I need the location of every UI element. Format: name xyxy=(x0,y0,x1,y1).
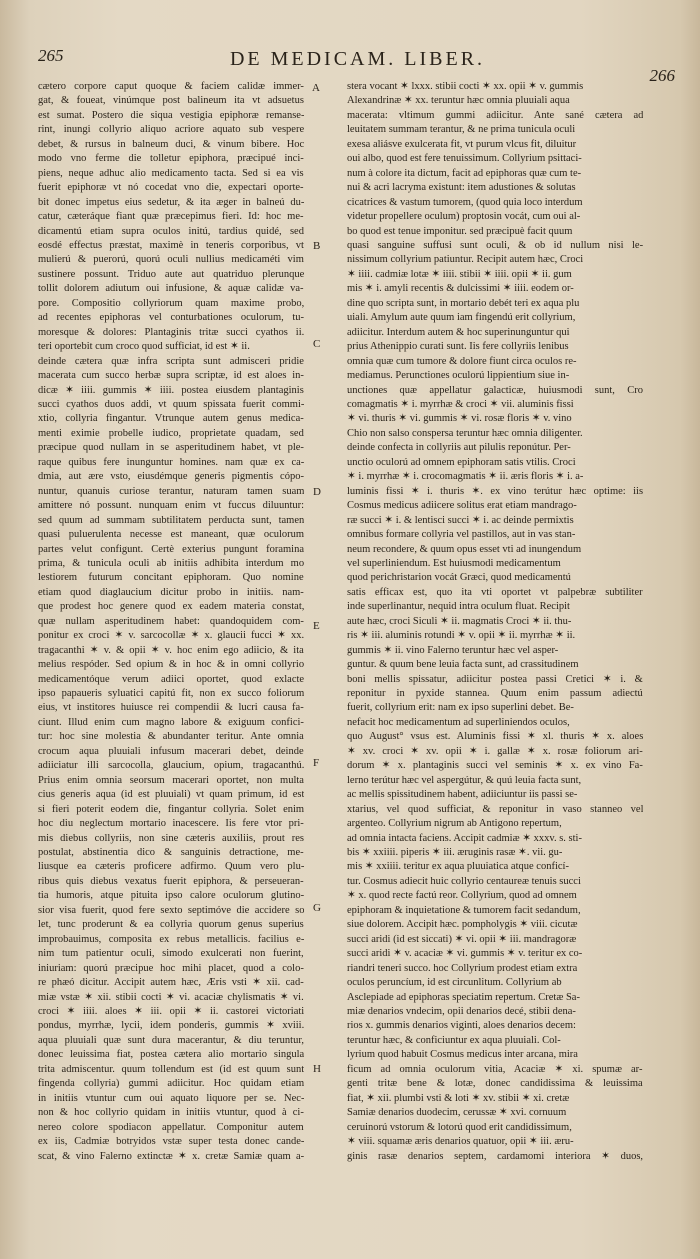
text-line: sed quum ad summam subtilitatem perducta sunt, tamen xyxy=(38,514,304,526)
text-line: oui albo, quod est fere tenuissimum. Collyrium psittaci- xyxy=(347,153,582,165)
text-line: nim tum patientur oculi, simodo exulcerati non fuerint, xyxy=(38,948,304,960)
margin-letter-c: C xyxy=(313,338,321,350)
text-line: bo quod est tenue imponitur. sed præcipuè facit quum xyxy=(347,225,573,237)
text-line: amittere nó possunt. nunquam enim vt fuccus diluuntur: xyxy=(38,500,304,512)
text-line: Asclepiade ad epiphoras speciatim repertum. Cretæ Sa- xyxy=(347,991,580,1003)
margin-letter-f: F xyxy=(313,757,320,769)
margin-letter-h: H xyxy=(313,1063,321,1075)
text-line: trita admiscentur. quum tollendum est (id est quum sunt xyxy=(38,1063,304,1075)
text-line: ficum ad omnia oculorum vitia, Acaciæ ✶ xi. spumæ ar- xyxy=(347,1063,643,1075)
text-line: re phæó dicitur. Accipit autem hæc, Æris vsti ✶ xii. cad- xyxy=(38,977,304,989)
text-line: macerata cum succo herbæ supra scriptæ, id est aloes in- xyxy=(38,370,304,382)
margin-letter-d: D xyxy=(313,486,321,498)
text-line: mediamus. Perunctiones oculorú lippientium siue in- xyxy=(347,370,570,382)
text-line: sustinere possunt. Triduo aute aut quatriduo plerunque xyxy=(38,268,304,280)
text-line: omnia quæ cum tumore & dolore fiunt circa oculos re- xyxy=(347,355,577,367)
text-line: iniuriam: quorú præcipue hoc mihi placet, quod a colo- xyxy=(38,962,304,974)
text-line: teruntur hæc, & conficiuntur ex aqua pluuiali. Col- xyxy=(347,1034,561,1046)
text-line: xtarius, vel quod sufficiat, & reponitur in vaso stanneo vel xyxy=(347,803,643,815)
text-line: dine quo scripta sunt, in mortario debét teri ex aqua plu xyxy=(347,297,580,309)
text-line: prima, & tunicula oculi ab initiis adhibita interdum mo xyxy=(38,557,304,569)
margin-letter-e: E xyxy=(313,620,320,632)
text-line: guntur. & quum bene leuia facta sunt, ad crassitudinem xyxy=(347,659,579,671)
text-line: Chio non salso conspersa teruntur hæc omnia diligenter. xyxy=(347,427,583,439)
text-line: luminis fissi ✶ i. thuris ✶. ex vino terútur hæc optime: iis xyxy=(347,485,643,497)
text-line: medicamentóque verum adiici oportet, quod exlacte xyxy=(38,673,304,685)
text-line: ✶ xv. croci ✶ xv. opii ✶ i. gallæ ✶ x. rosæ foliorum ari- xyxy=(347,745,643,757)
text-line: melius respóder. Sed opium & in hoc & in omni collyrio xyxy=(38,659,304,671)
text-line: tollit dolorem adiutum oui infusione, & aquæ calidæ va- xyxy=(38,283,304,295)
text-line: est sumat. Postero die siqua vestigia epiphoræ remanse- xyxy=(38,109,304,121)
text-line: oculos peruncíum, id est circunlitum. Collyrium ab xyxy=(347,977,562,989)
text-line: etiam quod diaglaucium dicitur probo in initiis. nam- xyxy=(38,586,304,598)
text-line: fuerit, collyrium erit: nam ex ipso superlini debet. Be- xyxy=(347,702,574,714)
text-line: gummis ✶ ii. vino Falerno teruntur hæc vel asper- xyxy=(347,644,559,656)
text-line: ribus quis diebus vexatus fuerit epiphora, & perseueran- xyxy=(38,875,304,887)
text-line: que prodest hoc genere quod ex eadem materia constat, xyxy=(38,601,304,613)
text-line: ✶ i. myrrhæ ✶ i. crocomagmatis ✶ ii. æris floris ✶ i. a- xyxy=(347,471,584,483)
text-line: dicamentú etiam supra oculos initú, tardius quidé, sed xyxy=(38,225,304,237)
margin-letter-a: A xyxy=(312,82,320,94)
text-line: rint, inungi collyrio aliquo acriore aquato sub vespere xyxy=(38,124,304,136)
text-line: comagmatis ✶ i. myrrhæ & croci ✶ vii. aluminis fissi xyxy=(347,398,574,410)
text-line: liusque ea cæteris proficere adfirmo. Quum vero plu- xyxy=(38,861,304,873)
text-line: miæ vstæ ✶ xii. stibii cocti ✶ vi. acaciæ chylismatis ✶ vi. xyxy=(38,991,304,1003)
text-line: debet, & rursus in balneum duci, & vinum bibere. Hoc xyxy=(38,138,304,150)
text-line: tia humoris, atque pituita ipso calore oculorum glutino- xyxy=(38,890,304,902)
text-line: ac mellis spissitudinem habent, adiiciuntur iis passi se- xyxy=(347,789,578,801)
text-line: inde superlinantur, nequid intra oculum fluat. Recipit xyxy=(347,601,570,613)
text-line: lestiorem futurum concitant epiphoram. Quo nomine xyxy=(38,572,304,584)
text-line: dicæ ✶ iiii. gummis ✶ iiii. postea eiusdem plantaginis xyxy=(38,384,304,396)
text-line: deinde confecta in collyriis aut pilulis reponútur. Per- xyxy=(347,442,571,454)
text-line: Prius enim omnia seorsum macerari oportet, non multa xyxy=(38,774,304,786)
text-line: prius Athenippio curati sunt. Iis fere collyriis lenibus xyxy=(347,341,569,353)
text-line: mis ✶ xxiiii. teritur ex aqua pluuiatica atque conficí- xyxy=(347,861,569,873)
text-line: ad recentes epiphoras vel conturbationes oculorum, tu- xyxy=(38,312,304,324)
text-line: ad omnia intacta faciens. Accipit cadmiæ ✶ xxxv. s. sti- xyxy=(347,832,582,844)
text-line: præcipue quod nullam in se asperitudinem habet, vt ple- xyxy=(38,442,304,454)
text-line: fuerit epiphoræ vt nó cocedat vno die, expectari oporte- xyxy=(38,182,304,194)
text-line: improbauimus, composita ex rebus metallicis. facilius e- xyxy=(38,933,304,945)
text-line: epiphoram & inquietatione & tumorem facit sedandum, xyxy=(347,904,581,916)
text-line: piens, neque adhuc alio medicamento tacta. Sed si ea vis xyxy=(38,167,304,179)
text-line: nissimum collyrium patiuntur. Recipit autem hæc, Croci xyxy=(347,254,584,266)
text-line: pore. Compositio collyriorum quam maxime probo, xyxy=(38,297,304,309)
margin-letter-b: B xyxy=(313,240,321,252)
text-line: siue dolorem. Accipit hæc. pompholygis ✶ viii. cicutæ xyxy=(347,919,578,931)
text-line: lyrium quod habuit Cosmus medicus inter arcana, mira xyxy=(347,1049,578,1061)
text-line: vel superliniendum. Est huiusmodi medicamentum xyxy=(347,557,561,569)
text-line: unctio oculorú ad omnem epiphoram satis vtilis. Croci xyxy=(347,456,576,468)
text-line: partes velut configunt. Certè exterius pungunt foramina xyxy=(38,543,304,555)
text-line: tragacanthi ✶ v. & opii ✶ v. hoc enim ego adiicio, & ita xyxy=(38,644,304,656)
text-line: quo August° vsus est. Aluminis fissi ✶ xl. thuris ✶ x. aloes xyxy=(347,731,643,743)
text-line: Alexandrinæ ✶ xx. teruntur hæc omnia pluuiali aqua xyxy=(347,95,570,107)
text-line: genti tritæ bene & lotæ, donec candidissima & leuissima xyxy=(347,1078,643,1090)
text-line: reponitur in pyxide stannea. Quum enim passum adiectú xyxy=(347,688,643,700)
text-line: nui & acri lacryma existunt: item adustiones & solutas xyxy=(347,182,576,194)
text-line: succi aridi ✶ v. acaciæ ✶ vi. gummis ✶ v. teritur ex co- xyxy=(347,948,583,960)
text-line: neum recondere, & quum opus esset vti ad inungendum xyxy=(347,543,582,555)
page-header xyxy=(30,44,675,85)
text-line: rios x. gummis denarios viginti, aloes denarios decem: xyxy=(347,1020,576,1032)
text-line: mulierú & puerorú, quorú oculi nullius medicaméti vim xyxy=(38,254,304,266)
text-line: bis ✶ xxiiii. piperis ✶ iii. æruginis rasæ ✶. vii. gu- xyxy=(347,847,563,859)
text-line: exesa aliásve exulcerata fit, vt purum vlcus fit, diluitur xyxy=(347,138,577,150)
text-line: riandri teneri succo. hoc Collyrium prodest etiam extra xyxy=(347,962,578,974)
text-line: let, tunc proderunt & ea collyria quorum genus superius xyxy=(38,919,304,931)
text-line: pondus, myrrhæ, lycii, idem ponderis, gummis ✶ xviii. xyxy=(38,1020,304,1032)
text-line: quasi puluerulenta necesse est maneant, quæ oculorum xyxy=(38,529,304,541)
page-number-right: 266 xyxy=(649,66,675,85)
text-line: catur, cæteráque fiant quæ præcepimus fieri. Id: hoc me- xyxy=(38,211,304,223)
text-line: xtio, collyria fingantur. Vtrunque autem genus medica- xyxy=(38,413,304,425)
text-line: nuntur, quanuis curiose terantur, naturam tamen suam xyxy=(38,485,304,497)
text-line: mis ✶ i. amyli recentis & dulcissimi ✶ iiii. eodem or- xyxy=(347,283,574,295)
text-line: succi aridi (id est siccati) ✶ vi. opii ✶ iii. mandragoræ xyxy=(347,933,577,945)
text-line: ceruinorú vstorum & lotorú quod erit candidissimum, xyxy=(347,1121,572,1133)
text-line: dorum ✶ x. plantaginis succi vel seminis ✶ x. ex vino Fa- xyxy=(347,760,643,772)
text-line: boni mellis spissatur, adiicitur postea passi Cretici ✶ i. & xyxy=(347,673,643,685)
margin-letter-g: G xyxy=(313,902,321,914)
text-line: ræ succi ✶ i. & lentisci succi ✶ i. ac deinde permixtis xyxy=(347,514,574,526)
text-line: miæ denarios vndecim, opii denarios decé, stibii dena- xyxy=(347,1006,576,1017)
text-line: teri oportebit cum croco quod sufficiat, id est ✶ ii. xyxy=(38,341,250,353)
text-line: succi cyathos duos addi, vt quum spissata fuerit commi- xyxy=(38,398,304,410)
text-line: lerno terútur hæc vel aspergútur, & quú leuia facta sunt, xyxy=(347,774,582,786)
text-line: quæ nullam asperitudinem habet: quandoquidem com- xyxy=(38,615,304,627)
text-line: videtur propellere oculum) proptosin vocát, cum oui al- xyxy=(347,211,581,223)
text-line: adiicitur. Interdum autem & hoc superinunguntur qui xyxy=(347,326,570,338)
text-line: croci ✶ iiii. aloes ✶ iii. opii ✶ ii. castorei victoriati xyxy=(38,1006,304,1017)
text-line: ex iis, Cadmiæ botryidos vstæ super testa donec cande- xyxy=(38,1136,304,1148)
text-line: ciunt. Illud enim cum magno labore & exiguum confici- xyxy=(38,716,304,728)
text-line: uiali. Amylum aute quum iam fingendú erit collyrium, xyxy=(347,312,576,324)
text-line: dmia, aut ære vsto, eiusdémque generis pigmentis cópo- xyxy=(38,471,304,483)
text-line: aute hæc, croci Siculi ✶ ii. magmatis Croci ✶ ii. thu- xyxy=(347,615,572,627)
text-line: raque quibus fere inunguntur homines. nam quæ ex ca- xyxy=(38,456,304,468)
text-line: tur: hoc sine molestia & abundanter teritur. Ante omnia xyxy=(38,731,304,743)
text-line: non & hoc collyrio quidam in initiis vtuntur, quod à ci- xyxy=(38,1107,304,1119)
text-line: satis efficax est, quo ita vti oportet vt palpebræ subtiliter xyxy=(347,586,643,598)
page-number-left: 265 xyxy=(38,46,64,65)
text-line: Samiæ denarios duodecim, cerussæ ✶ xvi. cornuum xyxy=(347,1107,567,1119)
text-line: eius, vt institores huiusce rei compendii & lucri causa fa- xyxy=(38,702,304,714)
text-line: eosdé effectus præstat, maximè in teneris corporibus, vt xyxy=(38,239,304,251)
left-text-column xyxy=(38,80,304,1240)
text-line: cætero corpore caput quoque & faciem calidæ immer- xyxy=(38,81,304,92)
text-line: hoc diu neglectum mortario inacescere. Iis fere vtor pri- xyxy=(38,818,304,830)
text-line: cicatrices & vastum tumorem, (quod quia loco interdum xyxy=(347,196,583,208)
text-line: ris ✶ iii. aluminis rotundi ✶ v. opii ✶ ii. myrrhæ ✶ ii. xyxy=(347,630,576,642)
text-line: bit donec impetus eius sedetur, & ita æger in balneú du- xyxy=(38,196,304,208)
text-line: ✶ viii. squamæ æris denarios quatuor, opii ✶ iii. æru- xyxy=(347,1136,574,1148)
text-line: omnibus formare collyria vel pastillos, aut in vas stan- xyxy=(347,529,576,541)
text-line: nefacit hoc medicamentum ad superliniendos oculos, xyxy=(347,716,570,728)
text-line: ✶ iiii. cadmiæ lotæ ✶ iiii. stibii ✶ iiii. opii ✶ ii. gum xyxy=(347,268,572,280)
text-line: donec leuissima fiat, postea cætera alio mortario singula xyxy=(38,1049,304,1061)
text-line: unctiones quæ appellatur galacticæ, huiusmodi sunt, Cro xyxy=(347,384,643,396)
text-line: scat, & vino Falerno extinctæ ✶ x. cretæ Samiæ quam a- xyxy=(38,1150,304,1162)
text-line: stera vocant ✶ lxxx. stibii cocti ✶ xx. opii ✶ v. gummis xyxy=(347,81,584,92)
text-line: ipso papaueris syluatici capitú fit, non ex succo foliorum xyxy=(38,688,304,700)
text-line: crocum aqua pluuiali infusum macerari debet, deinde xyxy=(38,745,304,757)
text-line: nereo colore spodiacon appellatur. Componitur autem xyxy=(38,1121,304,1133)
text-line: adiiciatur illi sarcocolla, glaucium, opium, tragacanthú. xyxy=(38,760,304,772)
text-line: postulat, abstinentia dico & sanguinis detractione, me- xyxy=(38,847,304,859)
text-line: fingenda collyria) gummi adiicitur. Hoc quidam etiam xyxy=(38,1078,304,1090)
text-line: si fieri poterit eodem die, fingantur collyria. Solet enim xyxy=(38,803,304,815)
text-line: tur. Cosmus adiecit huic collyrio centaureæ tenuis succi xyxy=(347,875,581,887)
text-line: moresque & dolores: Plantaginis tritæ succi cyathos ii. xyxy=(38,326,304,338)
text-line: mis diebus collyriis, non sine cæteris auxiliis, prout res xyxy=(38,832,304,844)
text-line: argenteo. Collyrium nigrum ab Antigono repertum, xyxy=(347,818,562,830)
text-line: menti eximie probelle iudico, proprietate quadam, sed xyxy=(38,427,304,439)
text-line: quasi sanguine suffusi sunt oculi, & ob id nullum nisi le- xyxy=(347,239,643,251)
text-line: cius generis aqua (id est pluuiali) vt quam primum, id est xyxy=(38,789,304,801)
text-line: modo vno ferme die tolletur epiphora, præcipué inci- xyxy=(38,153,304,165)
text-line: in initiis vtuntur cum oui aquato liquore per se. Nec- xyxy=(38,1092,304,1104)
text-line: leuitatem summam terantur, & ne prima tunicula oculi xyxy=(347,124,576,136)
text-line: quod perichristarion vocát Græci, quod medicamentú xyxy=(347,572,571,584)
text-line: deinde cætera quæ infra scripta sunt admisceri pridie xyxy=(38,355,304,367)
text-line: aqua pluuiali quæ sunt dura macerantur, & diu teruntur, xyxy=(38,1034,304,1046)
text-line: gat, & foueat, vinúmque post balineum ita vt adsuetus xyxy=(38,95,304,107)
text-line: num à colore ita dictum, facit ad epiphoras quæ cum te- xyxy=(347,167,582,179)
right-text-column xyxy=(347,80,643,1240)
text-line: Cosmus medicus adiicere solitus erat etiam mandrago- xyxy=(347,500,577,512)
running-title: DE MEDICAM. LIBER. xyxy=(229,48,486,70)
text-line: ✶ x. quod recte factú reor. Collyrium, quod ad omnem xyxy=(347,890,577,902)
text-line: ponitur ex croci ✶ v. sarcocollæ ✶ x. glaucii fucci ✶ xx. xyxy=(38,630,304,642)
text-line: macerata: vltimum gummi adiicitur. Ante sané cætera ad xyxy=(347,109,643,121)
text-line: ✶ vi. thuris ✶ vi. gummis ✶ vi. rosæ floris ✶ v. vino xyxy=(347,413,572,425)
text-line: fiat, ✶ xii. plumbi vsti & loti ✶ xv. stibii ✶ xi. cretæ xyxy=(347,1092,570,1104)
text-line: ginis rasæ denarios septem, cardamomi interiora ✶ duos, xyxy=(347,1150,643,1162)
text-line: sior visa fuerit, quod fere sexto septimóve die accidere so xyxy=(38,904,304,916)
